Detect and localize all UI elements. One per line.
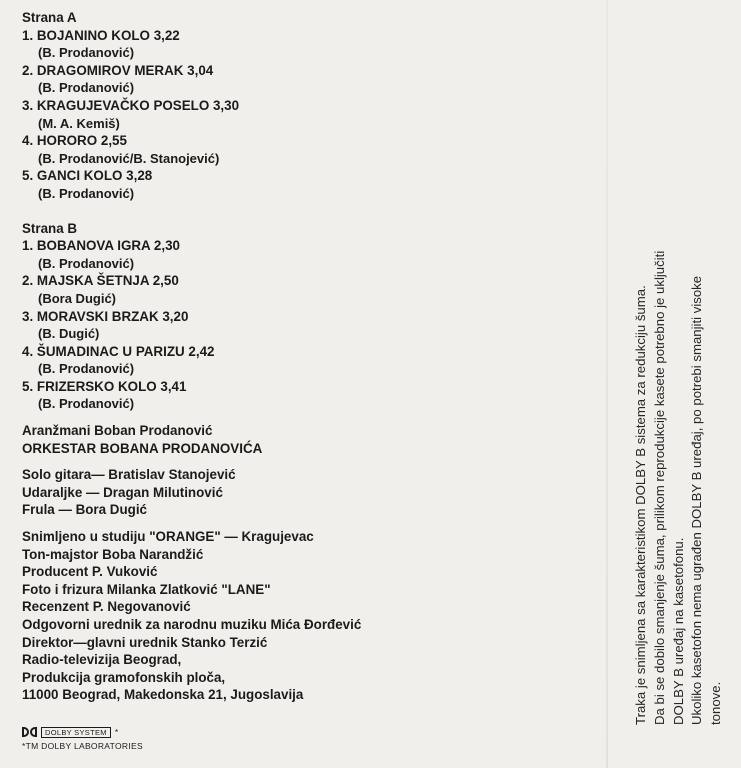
credit-photo: Foto i frizura Milanka Zlatković "LANE" (22, 581, 271, 597)
track-title: 5. FRIZERSKO KOLO 3,41 (22, 378, 187, 394)
orchestra-name: ORKESTAR BOBANA PRODANOVIĆA (22, 440, 263, 456)
arrangements-credit: Aranžmani Boban Prodanović (22, 423, 213, 439)
tracklist-panel (22, 9, 582, 704)
track-title: 3. KRAGUJEVAČKO POSELO 3,30 (22, 97, 240, 113)
track-b5 (22, 378, 582, 413)
track-composer: (B. Prodanović) (38, 80, 135, 96)
credit-sound-engineer: Ton-majstor Boba Narandžić (22, 546, 204, 562)
credit-studio: Snimljeno u studiju "ORANGE" — Kragujevac (22, 529, 314, 545)
track-composer: (B. Prodanović) (38, 396, 135, 412)
musician-guitar: Solo gitara— Bratislav Stanojević (22, 467, 236, 483)
track-composer: (B. Prodanović) (38, 45, 135, 61)
track-a3 (22, 97, 582, 132)
track-title: 2. DRAGOMIROV MERAK 3,04 (22, 62, 214, 78)
notice-line: Da bi se dobilo smanjenje šuma, prilikom reprodukcije kasete potrebno je uključiti (651, 250, 667, 725)
credit-address: 11000 Beograd, Makedonska 21, Jugoslavija (22, 687, 304, 703)
fold-line (606, 0, 608, 768)
track-title: 4. ŠUMADINAC U PARIZU 2,42 (22, 343, 215, 359)
spacer (22, 519, 582, 528)
musician-flute: Frula — Bora Dugić (22, 502, 147, 518)
track-b1 (22, 237, 582, 272)
credit-production: Produkcija gramofonskih ploča, (22, 669, 226, 685)
dolby-system-label: DOLBY SYSTEM (41, 727, 111, 738)
dolby-notice (632, 5, 726, 725)
credit-editor: Odgovorni urednik za narodnu muziku Mića Đorđević (22, 617, 362, 632)
spacer (22, 413, 582, 422)
credit-producer: Producent P. Vuković (22, 564, 158, 580)
spacer (22, 457, 582, 466)
credit-director: Direktor—glavni urednik Stanko Terzić (22, 634, 268, 650)
dolby-trademark: *TM DOLBY LABORATORIES (22, 741, 143, 751)
notice-line: DOLBY B uređaj na kasetofonu. (670, 537, 686, 725)
side-a-heading: Strana A (22, 10, 77, 25)
track-title: 2. MAJSKA ŠETNJA 2,50 (22, 273, 179, 289)
notice-line: Traka je snimljena sa karakteristikom DOLBY B sistema za redukciju šuma. (633, 285, 648, 725)
track-a1 (22, 27, 582, 62)
track-title: 1. BOBANOVA IGRA 2,30 (22, 238, 180, 254)
track-composer: (B. Prodanović/B. Stanojević) (38, 150, 220, 166)
track-a4 (22, 132, 582, 167)
track-composer: (M. A. Kemiš) (38, 115, 120, 131)
track-b2 (22, 272, 582, 307)
track-composer: (B. Dugić) (38, 326, 100, 342)
credit-reviewer: Recenzent P. Negovanović (22, 599, 191, 615)
track-a2 (22, 62, 582, 97)
track-a5 (22, 167, 582, 202)
track-b4 (22, 343, 582, 378)
musician-drums: Udaraljke — Dragan Milutinović (22, 484, 223, 500)
double-d-icon (22, 727, 37, 737)
track-composer: (B. Prodanović) (38, 185, 135, 201)
dolby-logo-row (22, 725, 143, 739)
track-composer: (B. Prodanović) (38, 255, 135, 271)
credit-publisher: Radio-televizija Beograd, (22, 652, 182, 668)
notice-line: Ukoliko kasetofon nema ugrađen DOLBY B uređaj, po potrebi smanjiti visoke (689, 275, 705, 725)
track-title: 4. HORORO 2,55 (22, 133, 127, 149)
track-composer: (Bora Dugić) (38, 290, 116, 306)
track-title: 3. MORAVSKI BRZAK 3,20 (22, 308, 189, 324)
spacer (22, 203, 582, 220)
track-title: 1. BOJANINO KOLO 3,22 (22, 27, 180, 43)
asterisk-mark: * (114, 727, 119, 737)
track-composer: (B. Prodanović) (38, 361, 135, 377)
side-b-heading: Strana B (22, 220, 78, 236)
notice-line: tonove. (708, 681, 724, 725)
track-b3 (22, 308, 582, 343)
dolby-logo-block (22, 725, 143, 751)
track-title: 5. GANCI KOLO 3,28 (22, 168, 153, 184)
